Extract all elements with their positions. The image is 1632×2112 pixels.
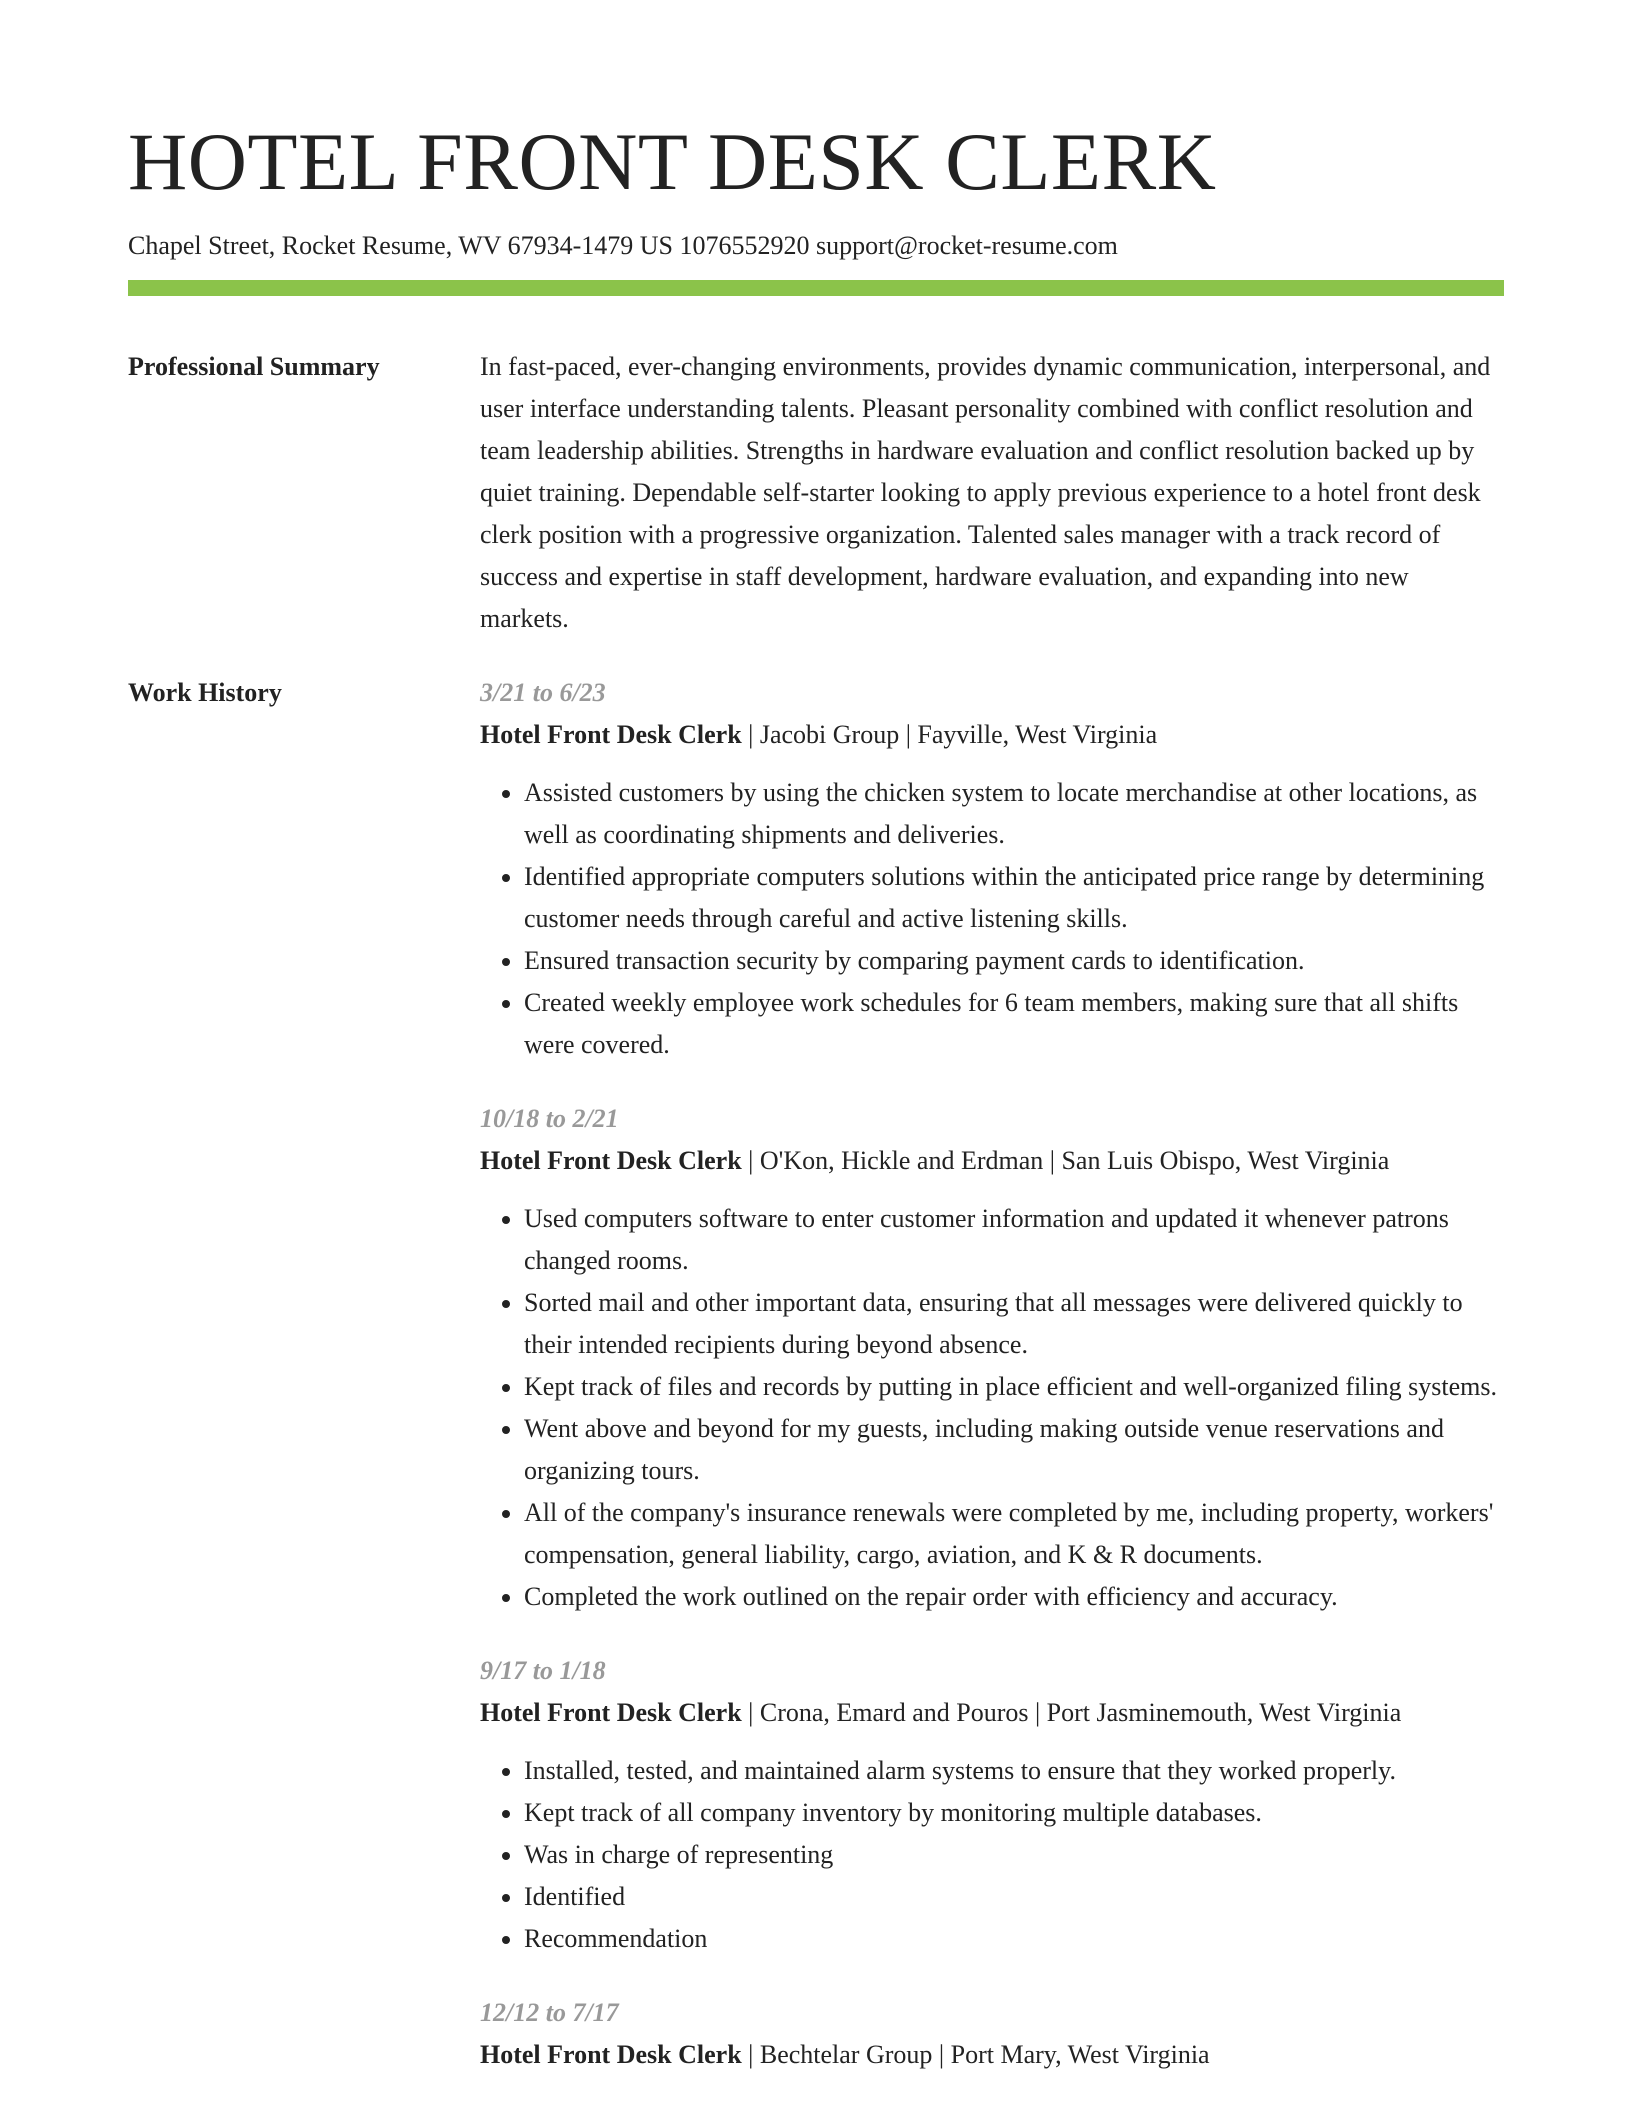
job-entry (480, 1098, 1504, 1618)
job-details: | O'Kon, Hickle and Erdman | San Luis Obispo, West Virginia (741, 1145, 1390, 1175)
page-title: HOTEL FRONT DESK CLERK (128, 116, 1217, 207)
job-title: Hotel Front Desk Clerk (480, 719, 742, 749)
job-entry (480, 672, 1504, 1066)
job-bullet: • Used computers software to enter customer information and updated it whenever patrons changed rooms. (524, 1198, 1504, 1282)
job-bullet: • Was in charge of representing (524, 1834, 1504, 1876)
job-bullet: • Kept track of files and records by putting in place efficient and well-organized filing systems. (524, 1366, 1504, 1408)
job-bullet: • All of the company's insurance renewals were completed by me, including property, workers' compensation, general liability, cargo, aviation, and K & R documents. (524, 1492, 1504, 1576)
job-heading (480, 1692, 1504, 1734)
job-bullet: • Created weekly employee work schedules for 6 team members, making sure that all shifts were covered. (524, 982, 1504, 1066)
job-dates: 3/21 to 6/23 (480, 677, 606, 707)
job-details: | Crona, Emard and Pouros | Port Jasminemouth, West Virginia (741, 1697, 1402, 1727)
job-details: | Bechtelar Group | Port Mary, West Virginia (741, 2039, 1210, 2069)
job-bullets (480, 772, 1504, 1066)
job-entry (480, 1992, 1504, 2076)
job-dates: 10/18 to 2/21 (480, 1103, 619, 1133)
job-bullet: • Installed, tested, and maintained alarm systems to ensure that they worked properly. (524, 1750, 1504, 1792)
job-heading (480, 714, 1504, 756)
job-entry (480, 1650, 1504, 1960)
job-heading (480, 2034, 1504, 2076)
job-title: Hotel Front Desk Clerk (480, 1145, 742, 1175)
contact-info: Chapel Street, Rocket Resume, WV 67934-1479 US 1076552920 support@rocket-resume.com (128, 231, 1118, 260)
job-bullet: • Recommendation (524, 1918, 1504, 1960)
job-bullet: • Identified appropriate computers solutions within the anticipated price range by determining customer needs through careful and active listening skills. (524, 856, 1504, 940)
job-bullet: • Sorted mail and other important data, ensuring that all messages were delivered quickly to their intended recipients during beyond absence. (524, 1282, 1504, 1366)
resume-page (128, 0, 1504, 2108)
work-history-label: Work History (128, 677, 282, 707)
job-details: | Jacobi Group | Fayville, West Virginia (741, 719, 1158, 749)
summary-section (128, 346, 1504, 640)
work-history-section (128, 672, 1504, 2108)
job-bullet: • Identified (524, 1876, 1504, 1918)
summary-text: In fast-paced, ever-changing environments, provides dynamic communication, interpersonal, and user interface understanding talents. Pleasant personality combined with conflict resolution and team leadership abilities. Strengths in hardware evaluation and conflict resolution backed up by quiet training. Dependable self-starter looking to apply previous experience to a hotel front desk clerk position with a progressive organization. Talented sales manager with a track record of success and expertise in staff development, hardware evaluation, and expanding into new markets. (480, 351, 1491, 633)
job-bullet: • Assisted customers by using the chicken system to locate merchandise at other locations, as well as coordinating shipments and deliveries. (524, 772, 1504, 856)
summary-label: Professional Summary (128, 351, 380, 381)
job-title: Hotel Front Desk Clerk (480, 2039, 742, 2069)
job-title: Hotel Front Desk Clerk (480, 1697, 742, 1727)
job-dates: 9/17 to 1/18 (480, 1655, 606, 1685)
job-list (480, 672, 1504, 2108)
job-bullet: • Completed the work outlined on the repair order with efficiency and accuracy. (524, 1576, 1504, 1618)
job-bullets (480, 1750, 1504, 1960)
job-dates: 12/12 to 7/17 (480, 1997, 619, 2027)
job-bullets (480, 1198, 1504, 1618)
job-bullet: • Ensured transaction security by comparing payment cards to identification. (524, 940, 1504, 982)
accent-divider (128, 280, 1504, 296)
job-bullet: • Went above and beyond for my guests, including making outside venue reservations and organizing tours. (524, 1408, 1504, 1492)
job-bullet: • Kept track of all company inventory by monitoring multiple databases. (524, 1792, 1504, 1834)
job-heading (480, 1140, 1504, 1182)
